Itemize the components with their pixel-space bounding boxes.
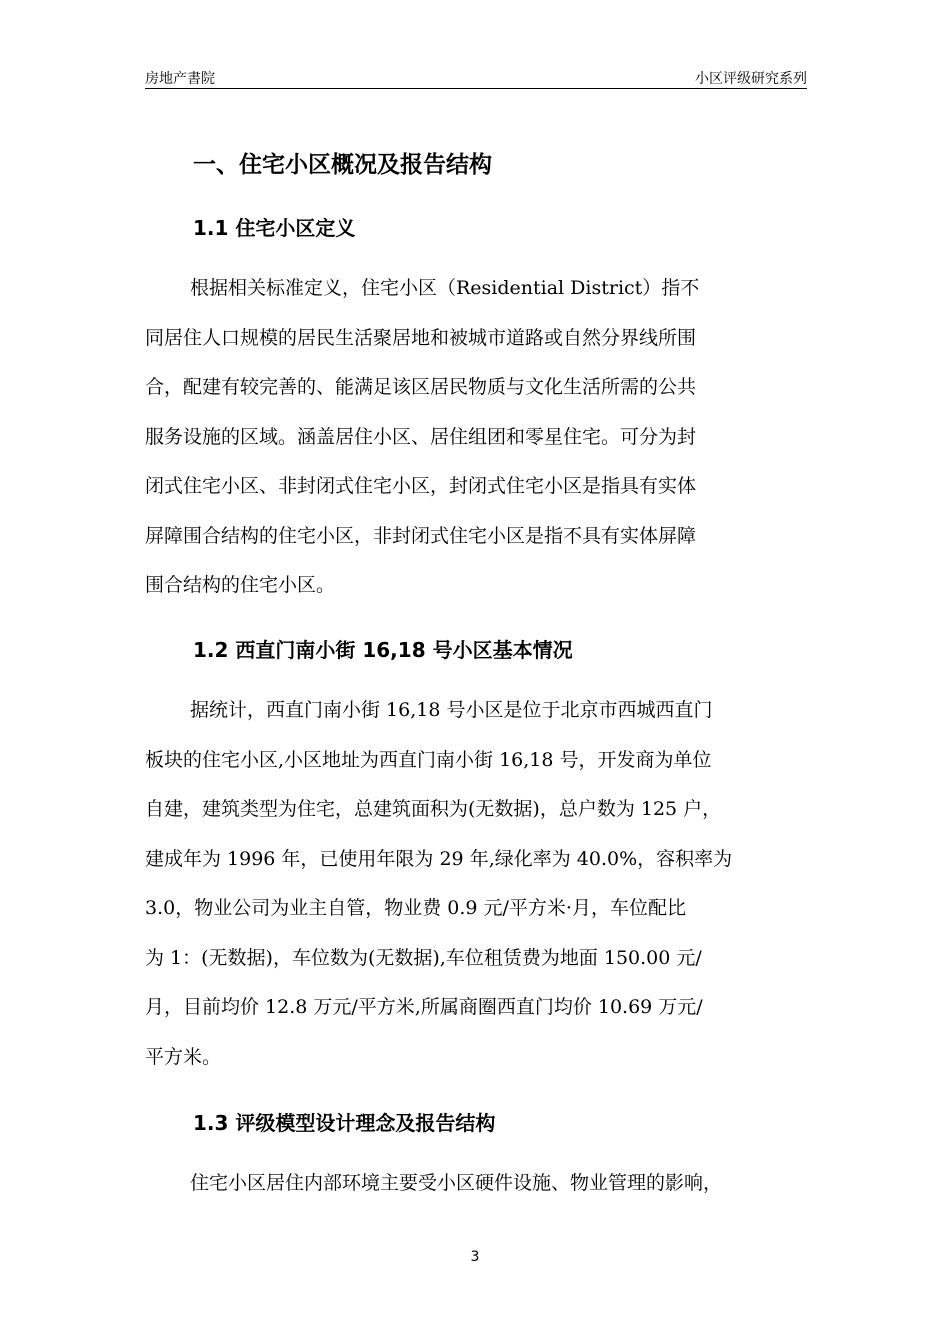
subsection-title-1-3: 1.3 评级模型设计理念及报告结构	[193, 1111, 496, 1135]
header-publisher: 房地产書院	[145, 71, 215, 87]
paragraph-model-design	[145, 1159, 807, 1209]
paragraph-line: 平方米。	[145, 1045, 222, 1068]
subsection-title-1-2: 1.2 西直门南小街 16,18 号小区基本情况	[193, 638, 573, 662]
paragraph-line: 围合结构的住宅小区。	[145, 574, 336, 596]
paragraph-line: 合，配建有较完善的、能满足该区居民物质与文化生活所需的公共	[145, 376, 697, 398]
paragraph-line: 同居住人口规模的居民生活聚居地和被城市道路或自然分界线所围	[145, 326, 697, 349]
paragraph-line: 据统计，西直门南小街 16,18 号小区是位于北京市西城西直门	[190, 699, 713, 721]
paragraph-line: 屏障围合结构的住宅小区，非封闭式住宅小区是指不具有实体屏障	[145, 524, 697, 547]
paragraph-line: 为 1：(无数据)，车位数为(无数据),车位租赁费为地面 150.00 元/	[145, 946, 702, 969]
paragraph-line: 闭式住宅小区、非封闭式住宅小区，封闭式住宅小区是指具有实体	[145, 475, 697, 497]
paragraph-line: 月，目前均价 12.8 万元/平方米,所属商圈西直门均价 10.69 万元/	[145, 996, 703, 1018]
subsection-title-1-1: 1.1 住宅小区定义	[193, 216, 356, 240]
paragraph-line: 住宅小区居住内部环境主要受小区硬件设施、物业管理的影响，	[190, 1172, 723, 1194]
paragraph-line: 服务设施的区域。涵盖居住小区、居住组团和零星住宅。可分为封	[145, 425, 697, 448]
page-header	[145, 66, 807, 89]
paragraph-line: 建成年为 1996 年，已使用年限为 29 年,绿化率为 40.0%，容积率为	[145, 847, 733, 870]
paragraph-line: 根据相关标准定义，住宅小区（Residential District）指不	[190, 277, 700, 299]
page-number: 3	[470, 1249, 480, 1265]
header-series: 小区评级研究系列	[695, 71, 807, 87]
paragraph-line: 3.0，物业公司为业主自管，物业费 0.9 元/平方米·月，车位配比	[145, 897, 686, 919]
paragraph-line: 自建，建筑类型为住宅，总建筑面积为(无数据)，总户数为 125 户，	[145, 798, 722, 820]
paragraph-line: 板块的住宅小区,小区地址为西直门南小街 16,18 号，开发商为单位	[145, 748, 712, 771]
section-title: 一、住宅小区概况及报告结构	[193, 152, 492, 178]
paragraph-basic-info	[145, 686, 807, 1082]
paragraph-definition	[145, 264, 807, 611]
